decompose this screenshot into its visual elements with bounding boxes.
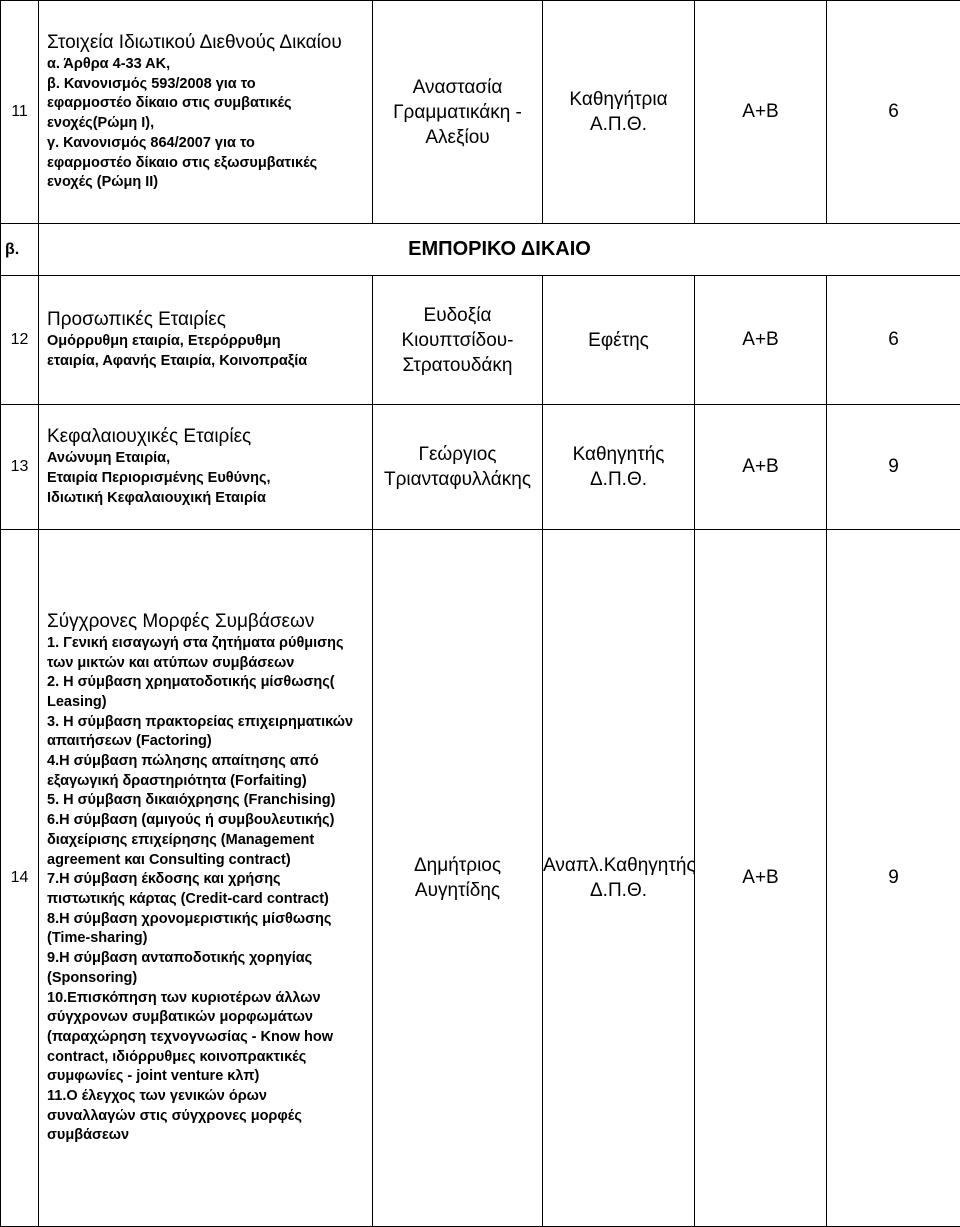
- instructor-line: Αλεξίου: [425, 126, 490, 148]
- topic-line: σύγχρονων συμβατικών μορφωμάτων: [47, 1009, 313, 1026]
- topic-line: 9.Η σύμβαση ανταποδοτικής χορηγίας: [47, 950, 313, 967]
- topic-line: εξαγωγική δραστηριότητα (Forfaiting): [47, 772, 307, 789]
- course-credits: 6: [827, 276, 960, 405]
- instructor-rank: [543, 276, 695, 405]
- course-title: Προσωπικές Εταιρίες: [47, 309, 226, 331]
- course-semester: Α+Β: [695, 405, 827, 530]
- topic-line: συμβάσεων: [47, 1127, 130, 1144]
- course-instructor: [373, 405, 543, 530]
- course-title: Κεφαλαιουχικές Εταιρίες: [47, 426, 252, 448]
- topic-line: (Time-sharing): [47, 930, 148, 947]
- topic-line: ενοχές(Ρώμη Ι),: [47, 115, 155, 132]
- course-instructor: [373, 1, 543, 224]
- topic-line: β. Κανονισμός 593/2008 για το: [47, 75, 256, 92]
- course-instructor: [373, 276, 543, 405]
- curriculum-table-body: [1, 1, 960, 1227]
- topic-line: (παραχώρηση τεχνογνωσίας - Know how: [47, 1028, 334, 1045]
- topic-line: 5. Η σύμβαση δικαιόχρησης (Franchising): [47, 792, 336, 809]
- topic-line: εφαρμοστέο δίκαιο στις συμβατικές: [47, 95, 292, 112]
- course-topics: [47, 55, 372, 193]
- course-title: Σύγχρονες Μορφές Συμβάσεων: [47, 610, 315, 632]
- course-topics: [47, 449, 372, 508]
- table-row: [1, 405, 960, 530]
- topic-line: 11.Ο έλεγχος των γενικών όρων: [47, 1088, 267, 1105]
- rank-line: Εφέτης: [588, 329, 649, 351]
- course-number: 14: [1, 530, 39, 1227]
- course-credits: 9: [827, 405, 960, 530]
- section-title: ΕΜΠΟΡΙΚΟ ΔΙΚΑΙΟ: [39, 224, 960, 276]
- instructor-line: Κιουπτσίδου-: [401, 329, 514, 351]
- course-semester: Α+Β: [695, 276, 827, 405]
- topic-line: συμφωνίες - joint venture κλπ): [47, 1068, 260, 1085]
- course-subject: [39, 530, 373, 1227]
- rank-line: Δ.Π.Θ.: [589, 880, 648, 901]
- instructor-rank: [543, 530, 695, 1227]
- table-row: [1, 276, 960, 405]
- course-title: Στοιχεία Ιδιωτικού Διεθνούς Δικαίου: [47, 32, 342, 54]
- topic-line: εφαρμοστέο δίκαιο στις εξωσυμβατικές: [47, 154, 318, 171]
- course-subject: [39, 276, 373, 405]
- instructor-line: Γεώργιος: [418, 444, 497, 465]
- course-number: 13: [1, 405, 39, 530]
- topic-line: 3. Η σύμβαση πρακτορείας επιχειρηματικών: [47, 713, 354, 730]
- topic-line: Ανώνυμη Εταιρία,: [47, 450, 171, 467]
- topic-line: agreement και Consulting contract): [47, 851, 291, 868]
- course-subject: [39, 405, 373, 530]
- rank-line: Καθηγήτρια Α.Π.Θ.: [569, 89, 668, 135]
- course-credits: 6: [827, 1, 960, 224]
- topic-line: α. Άρθρα 4-33 ΑΚ,: [47, 56, 171, 73]
- course-number: 12: [1, 276, 39, 405]
- section-header-row: [1, 224, 960, 276]
- instructor-line: Γραμματικάκη -: [393, 101, 522, 123]
- instructor-rank: [543, 405, 695, 530]
- topic-line: 6.Η σύμβαση (αμιγούς ή συμβουλευτικής): [47, 812, 335, 829]
- instructor-line: Αναστασία: [412, 76, 503, 98]
- instructor-line: Αυγητίδης: [414, 880, 501, 901]
- topic-line: 1. Γενική εισαγωγή στα ζητήματα ρύθμισης: [47, 634, 344, 651]
- rank-line: Καθηγητής Δ.Π.Θ.: [572, 444, 665, 490]
- course-topics: [47, 332, 372, 371]
- instructor-line: Στρατουδάκη: [402, 354, 513, 376]
- topic-line: (Sponsoring): [47, 969, 138, 986]
- topic-line: 8.Η σύμβαση χρονομεριστικής μίσθωσης: [47, 910, 332, 927]
- instructor-line: Δημήτριος: [413, 855, 502, 876]
- table-row: [1, 530, 960, 1227]
- topic-line: απαιτήσεων (Factoring): [47, 733, 212, 750]
- course-semester: Α+Β: [695, 530, 827, 1227]
- topic-line: εταιρία, Αφανής Εταιρία, Κοινοπραξία: [47, 353, 308, 369]
- topic-line: ενοχές (Ρώμη ΙΙ): [47, 174, 159, 191]
- course-credits: 9: [827, 530, 960, 1227]
- topic-line: διαχείρισης επιχείρησης (Management: [47, 831, 315, 848]
- topic-line: Leasing): [47, 693, 107, 710]
- topic-line: γ. Κανονισμός 864/2007 για το: [47, 134, 255, 151]
- topic-line: 2. Η σύμβαση χρηματοδοτικής μίσθωσης(: [47, 674, 335, 691]
- course-number: 11: [1, 1, 39, 224]
- instructor-line: Ευδοξία: [423, 304, 492, 326]
- topic-line: συναλλαγών στις σύγχρονες μορφές: [47, 1107, 302, 1124]
- topic-line: Ιδιωτική Κεφαλαιουχική Εταιρία: [47, 489, 266, 506]
- topic-line: contract, ιδιόρρυθμες κοινοπρακτικές: [47, 1048, 307, 1065]
- course-semester: Α+Β: [695, 1, 827, 224]
- section-letter: β.: [1, 224, 39, 276]
- topic-line: Εταιρία Περιορισμένης Ευθύνης,: [47, 470, 271, 487]
- course-topics: [47, 634, 372, 1146]
- instructor-line: Τριανταφυλλάκης: [384, 469, 531, 490]
- topic-line: 10.Επισκόπηση των κυριοτέρων άλλων: [47, 989, 321, 1006]
- course-instructor: [373, 530, 543, 1227]
- instructor-rank: [543, 1, 695, 224]
- topic-line: των μικτών και ατύπων συμβάσεων: [47, 654, 295, 671]
- topic-line: 4.Η σύμβαση πώλησης απαίτησης από: [47, 753, 319, 770]
- rank-line: Αναπλ.Καθηγητής: [543, 855, 696, 876]
- table-row: [1, 1, 960, 224]
- course-subject: [39, 1, 373, 224]
- topic-line: 7.Η σύμβαση έκδοσης και χρήσης: [47, 871, 281, 888]
- topic-line: Ομόρρυθμη εταιρία, Ετερόρρυθμη: [47, 333, 281, 350]
- topic-line: πιστωτικής κάρτας (Credit-card contract): [47, 891, 329, 907]
